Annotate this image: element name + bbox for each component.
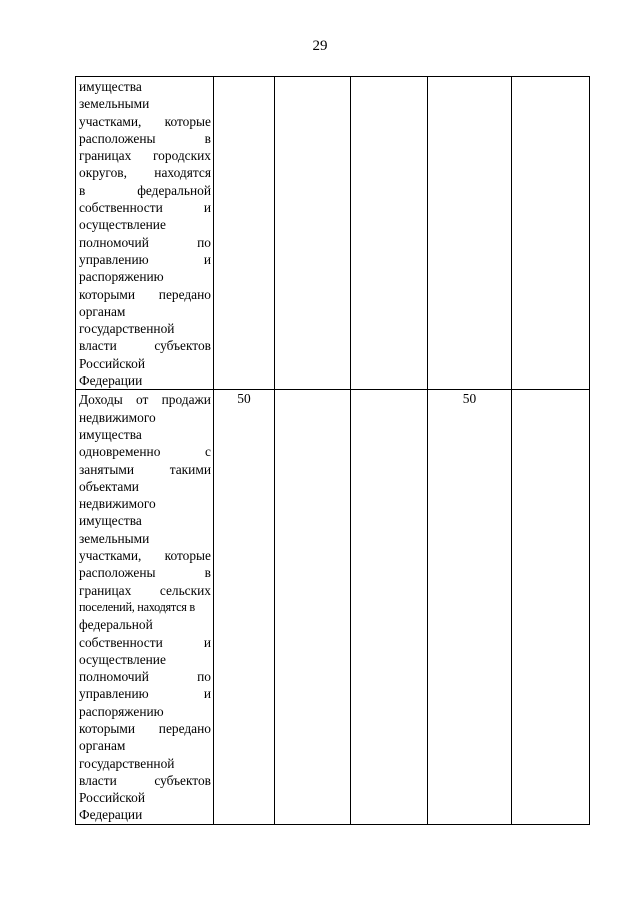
description-line: [79, 461, 211, 478]
description-line: Российской: [79, 355, 145, 371]
word: федеральной: [137, 182, 211, 198]
value-cell: 50: [214, 390, 275, 824]
description-line: государственной: [79, 755, 175, 771]
word: управлению: [79, 686, 149, 702]
description-line: [79, 286, 211, 303]
description-line: земельными: [79, 96, 150, 112]
word: и: [203, 251, 211, 267]
description-line: распоряжению: [79, 703, 164, 719]
word: власти: [79, 772, 117, 788]
description-line: объектами: [79, 478, 139, 494]
word: занятыми: [79, 461, 135, 477]
description-line: [79, 564, 211, 581]
description-line: поселений, находятся в: [79, 599, 195, 614]
description-line: [79, 685, 211, 702]
table-row: [76, 390, 590, 824]
word: в: [204, 130, 211, 146]
word: в: [79, 182, 86, 198]
description-line: [79, 634, 211, 651]
word: полномочий: [79, 669, 149, 685]
word: власти: [79, 338, 117, 354]
value-cell: [512, 390, 590, 824]
description-line: [79, 391, 211, 408]
description-line: [79, 668, 211, 685]
word: участками,: [79, 113, 142, 129]
description-cell: [76, 77, 214, 390]
description-line: земельными: [79, 530, 150, 546]
value-cell: [275, 77, 351, 390]
description-line: [79, 337, 211, 354]
description-line: недвижимого: [79, 496, 156, 512]
word: полномочий: [79, 234, 149, 250]
description-line: имущества: [79, 513, 142, 529]
word: которыми: [79, 720, 136, 736]
description-line: [79, 547, 211, 564]
word: и: [203, 200, 211, 216]
value-cell: [428, 77, 512, 390]
word: субъектов: [154, 772, 211, 788]
word: субъектов: [154, 338, 211, 354]
description-line: [79, 772, 211, 789]
description-line: федеральной: [79, 617, 153, 633]
word: находятся: [154, 165, 211, 181]
word: такими: [169, 461, 211, 477]
word: передано: [158, 286, 211, 302]
value-cell: [351, 77, 428, 390]
word: и: [203, 634, 211, 650]
word: собственности: [79, 634, 163, 650]
word: участками,: [79, 548, 142, 564]
word: которые: [164, 548, 211, 564]
value-cell: [214, 77, 275, 390]
value-cell: [512, 77, 590, 390]
word: одновременно: [79, 444, 161, 460]
word: с: [205, 444, 211, 460]
page-number: 29: [312, 38, 328, 54]
description-line: имущества: [79, 79, 142, 94]
revenue-distribution-table: [75, 76, 590, 825]
word: в: [204, 565, 211, 581]
value-cell: [275, 390, 351, 824]
word: городских: [153, 148, 211, 164]
description-line: [79, 443, 211, 460]
word: и: [203, 686, 211, 702]
word: округов,: [79, 165, 127, 181]
description-line: Российской: [79, 790, 145, 806]
description-line: [79, 234, 211, 251]
word: сельских: [159, 582, 211, 598]
description-line: органам: [79, 738, 126, 754]
word: управлению: [79, 251, 149, 267]
table-row: [76, 77, 590, 390]
description-line: [79, 182, 211, 199]
description-cell: [76, 390, 214, 824]
word: Доходы: [79, 392, 123, 408]
description-line: [79, 164, 211, 181]
word: по: [197, 669, 211, 685]
word: продажи: [161, 392, 211, 408]
description-line: государственной: [79, 321, 175, 337]
description-line: Федерации: [79, 807, 143, 823]
description-line: [79, 582, 211, 599]
description-line: [79, 113, 211, 130]
word: которыми: [79, 286, 136, 302]
word: передано: [158, 720, 211, 736]
word: по: [197, 234, 211, 250]
description-line: осуществление: [79, 651, 166, 667]
description-line: осуществление: [79, 217, 166, 233]
word: расположены: [79, 565, 156, 581]
description-line: [79, 130, 211, 147]
word: границах: [79, 148, 132, 164]
description-line: имущества: [79, 426, 142, 442]
value-cell: [351, 390, 428, 824]
description-line: недвижимого: [79, 409, 156, 425]
description-line: [79, 147, 211, 164]
value-cell: 50: [428, 390, 512, 824]
description-line: [79, 199, 211, 216]
description-line: [79, 720, 211, 737]
description-line: [79, 251, 211, 268]
description-line: распоряжению: [79, 269, 164, 285]
word: границах: [79, 582, 132, 598]
word: которые: [164, 113, 211, 129]
word: от: [136, 392, 149, 408]
description-line: органам: [79, 303, 126, 319]
word: собственности: [79, 200, 163, 216]
word: расположены: [79, 130, 156, 146]
description-line: Федерации: [79, 373, 143, 389]
